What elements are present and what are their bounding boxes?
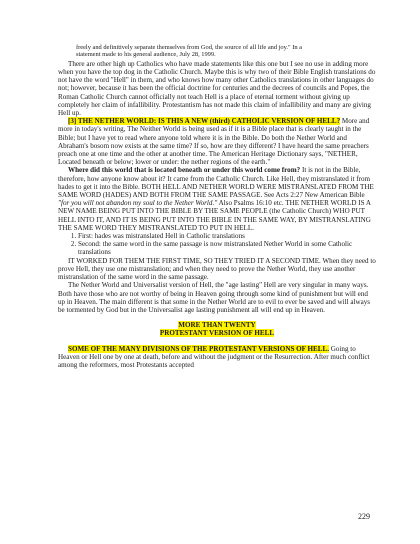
paragraph-catholic-statements: There are other high up Catholics who have made statements like this one but I see no use in adding more when you have the top dog in the Catholic Church. Maybe this is why two of their Bible English translations do not have the word "Hell" in them, and who knows how many other Catholics translations in other languages do not; however, because it has been the official doctrine for centuries and the decrees of councils and Popes, the Roman Catholic Church cannot officially not teach Hell is a place of eternal torment without giving up completely her claim of infallibility. Protestantism has not made this claim of infallibility and many are giving Hell up. (58, 59, 376, 118)
heading-line-2: PROTESTANT VERSION OF HELL (159, 329, 275, 338)
page-number: 229 (358, 512, 370, 521)
mistranslation-list (58, 232, 376, 257)
list-item: 2. Second: the same word in the same passage is now mistranslated Nether World in some Catholic translations (78, 240, 376, 256)
heading-line-1: MORE THAN TWENTY (178, 321, 256, 330)
section-heading-divisions: SOME OF THE MANY DIVISIONS OF THE PROTESTANT VERSIONS OF HELL. (68, 344, 330, 353)
scripture-quote: "for you will not abandon my soul to the Nether World." (58, 199, 218, 208)
paragraph-origin-body-2: Also Psalms 16:10 etc. THE NETHER WORLD IS A NEW NAME BEING PUT INTO THE BIBLE BY THE SAME PEOPLE (the Catholic Church) WHO PUT HELL INTO IT, AND IT IS BEING PUT INTO THE BIBLE IN THE SAME WAY, BY MISTRANSLATING THE SAME WORD THEY MISTRANSLATED TO PUT IN HELL. (58, 199, 371, 232)
paragraph-nether-world (58, 117, 376, 166)
section-body-divisions: Going to Heaven or Hell one by one at death, before and without the judgment or the Resurrection. After much conflict among the reformers, most Protestants accepted (58, 344, 370, 369)
quote-line-1: freely and definitively separate themselves from God, the source of all life and joy." In a (76, 44, 302, 51)
section-heading-nether-world: [3] THE NETHER WORLD: IS THIS A NEW (third) CATHOLIC VERSION OF HELL? (68, 117, 341, 126)
section-body-nether-world: More and more in today's writing, The Neither World is being used as if it is a Bible place that is clearly taught in the Bible; but I have yet to read where anyone told where it is in the Bible. Do both the Nether World and Abraham's bosom now exists at the same time? If so, how are they different? I have heard the same preachers preach one at one time and the other at another time. The American Heritage Dictionary says, "NETHER, Located beneath or below; lower or under: the nether regions of the earth." (58, 117, 370, 167)
paragraph-origin (58, 166, 376, 232)
section-heading-protestant (58, 321, 376, 329)
paragraph-protestant-divisions (58, 345, 376, 370)
section-heading-protestant-2 (58, 329, 376, 337)
list-item: 1. First: hades was mistranslated Hell in Catholic translations (78, 232, 376, 240)
paragraph-second-time: IT WORKED FOR THEM THE FIRST TIME, SO THEY TRIED IT A SECOND TIME. When they need to prove Hell, they use one mistranslation; and when they need to prove the Nether World, they use another mistranslation of the same word in the same passage. (58, 256, 376, 282)
quote-line-2: statement made to his general audience, July 28, 1999. (76, 51, 216, 59)
paragraph-origin-body-1: It is not in the Bible, therefore, how anyone know about it? It came from the Catholic Church. Like Hell, they mistranslated it from hades to get it into the Bible. BOTH HELL AND NETHER WORLD WERE MISTRANSLATED FROM THE SAME WORD (HADES) AND BOTH FROM THE SAME PASSAGE. See Acts 2:27 New American Bible (58, 166, 374, 200)
document-page (58, 44, 376, 369)
paragraph-origin-lead: Where did this world that is located beneath or under this world come from? (68, 166, 301, 175)
paragraph-universalist: The Nether World and Universalist version of Hell, the "age lasting" Hell are very singular in many ways. Both have those who are not worthy of being in Heaven going through some kind of punishment but will end up in Heaven. The main different is that some in the Nether World are to evil to ever be saved and will always be tormented by God but in the Universalist age lasting punishment all will end up in Heaven. (58, 281, 371, 314)
quote-block (58, 44, 376, 59)
